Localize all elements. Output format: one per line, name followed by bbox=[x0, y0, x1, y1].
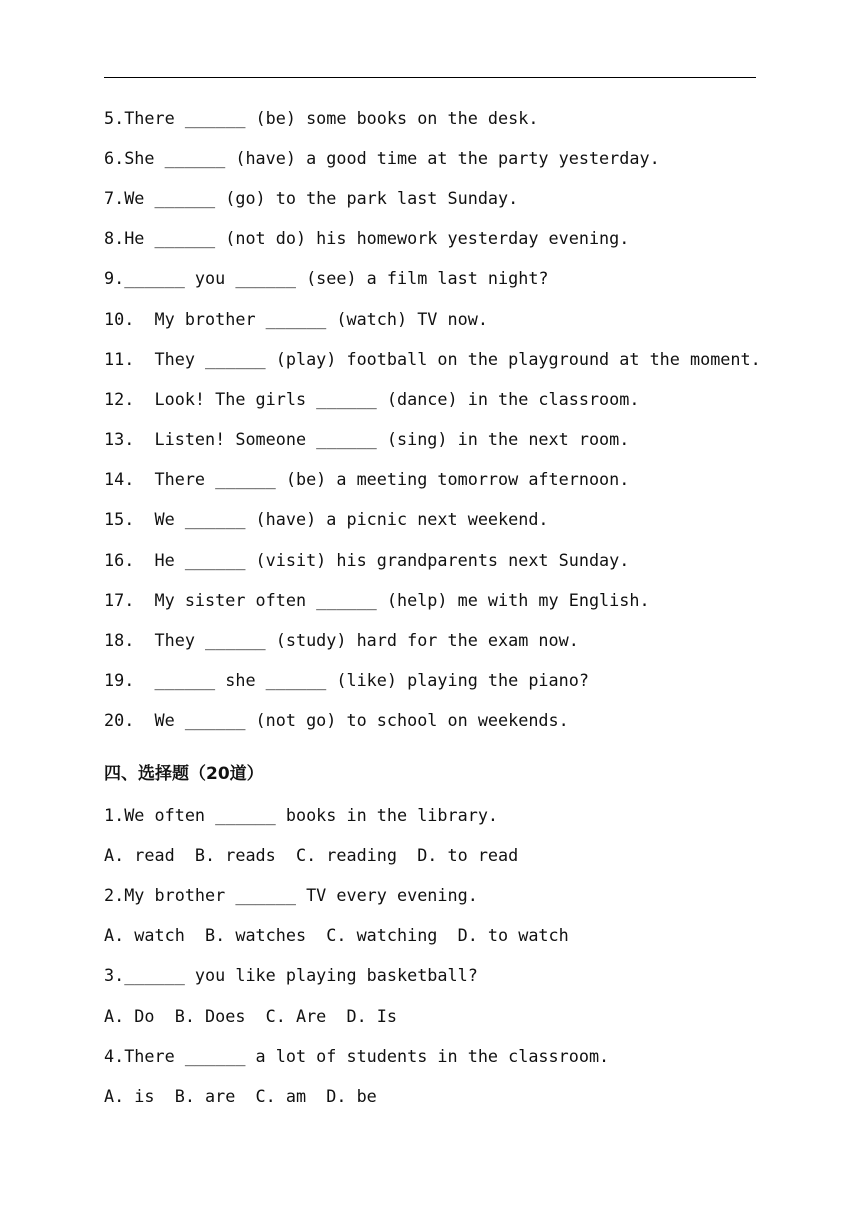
question-20: 20. We ______ (not go) to school on weekends. bbox=[104, 710, 569, 730]
question-13: 13. Listen! Someone ______ (sing) in the next room. bbox=[104, 429, 630, 449]
choice-question-2: 2.My brother ______ TV every evening. bbox=[104, 885, 478, 905]
choice-question-3: 3.______ you like playing basketball? bbox=[104, 965, 478, 985]
section-heading: 四、选择题（20道） bbox=[104, 764, 264, 784]
question-12: 12. Look! The girls ______ (dance) in the classroom. bbox=[104, 389, 640, 409]
question-5: 5.There ______ (be) some books on the desk. bbox=[104, 108, 539, 128]
choice-question-4: 4.There ______ a lot of students in the classroom. bbox=[104, 1046, 610, 1066]
choice-options-3: A. Do B. Does C. Are D. Is bbox=[104, 1006, 397, 1026]
question-17: 17. My sister often ______ (help) me with my English. bbox=[104, 590, 650, 610]
question-18: 18. They ______ (study) hard for the exam now. bbox=[104, 630, 579, 650]
question-16: 16. He ______ (visit) his grandparents next Sunday. bbox=[104, 550, 630, 570]
choice-question-1: 1.We often ______ books in the library. bbox=[104, 805, 499, 825]
header-rule bbox=[104, 77, 756, 78]
question-14: 14. There ______ (be) a meeting tomorrow afternoon. bbox=[104, 469, 630, 489]
question-15: 15. We ______ (have) a picnic next weekend. bbox=[104, 509, 549, 529]
choice-options-1: A. read B. reads C. reading D. to read bbox=[104, 845, 519, 865]
question-8: 8.He ______ (not do) his homework yesterday evening. bbox=[104, 228, 630, 248]
question-11: 11. They ______ (play) football on the playground at the moment. bbox=[104, 349, 761, 369]
choice-options-2: A. watch B. watches C. watching D. to watch bbox=[104, 925, 569, 945]
choice-options-4: A. is B. are C. am D. be bbox=[104, 1086, 377, 1106]
question-9: 9.______ you ______ (see) a film last night? bbox=[104, 268, 549, 288]
question-7: 7.We ______ (go) to the park last Sunday. bbox=[104, 188, 519, 208]
question-10: 10. My brother ______ (watch) TV now. bbox=[104, 309, 488, 329]
question-19: 19. ______ she ______ (like) playing the piano? bbox=[104, 670, 589, 690]
question-6: 6.She ______ (have) a good time at the party yesterday. bbox=[104, 148, 660, 168]
